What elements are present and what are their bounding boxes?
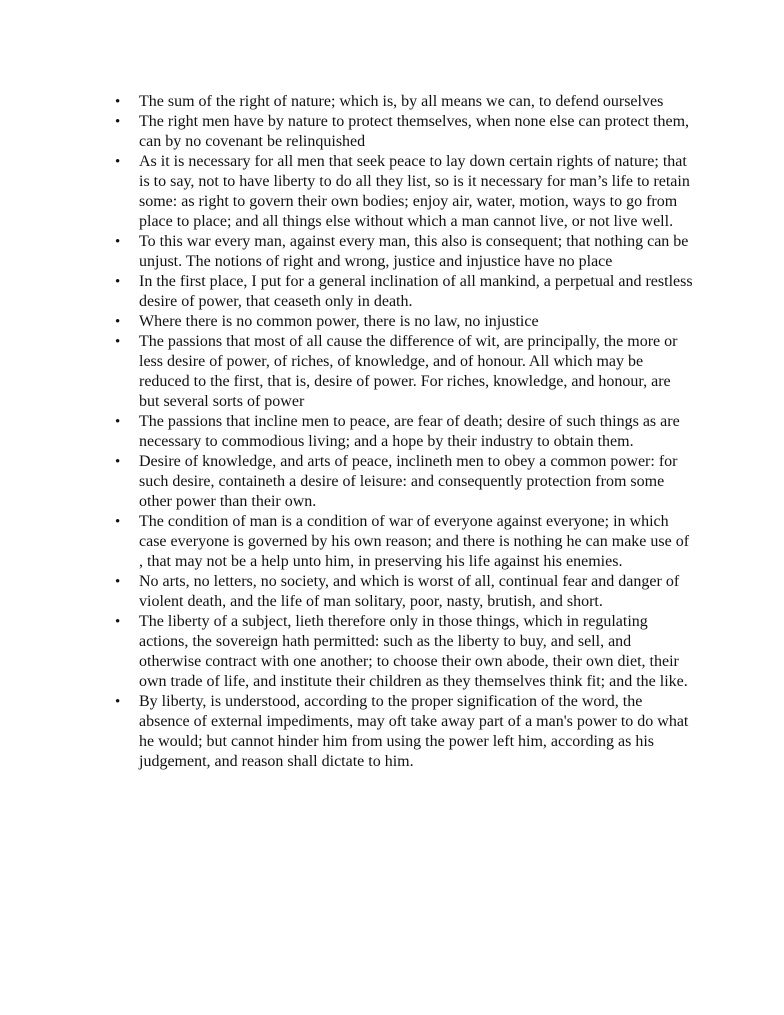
- list-item: [110, 312, 695, 332]
- bullet-icon: •: [115, 274, 121, 290]
- list-item: [110, 112, 695, 152]
- bullet-icon: •: [115, 154, 121, 170]
- list-item-text: In the first place, I put for a general inclination of all mankind, a perpetual and restless desire of power, that ceaseth only in death.: [139, 273, 693, 310]
- list-item-text: The passions that incline men to peace, are fear of death; desire of such things as are necessary to commodious living; and a hope by their industry to obtain them.: [139, 413, 680, 450]
- list-item: [110, 572, 695, 612]
- bullet-icon: •: [115, 614, 121, 630]
- list-item: [110, 692, 695, 772]
- list-item-text: No arts, no letters, no society, and which is worst of all, continual fear and danger of violent death, and the life of man solitary, poor, nasty, brutish, and short.: [139, 573, 680, 610]
- bullet-icon: •: [115, 334, 121, 350]
- bullet-icon: •: [115, 514, 121, 530]
- list-item: [110, 92, 695, 112]
- list-item-text: Desire of knowledge, and arts of peace, inclineth men to obey a common power: for such desire, containeth a desire of leisure: and consequently protection from some other power than their own.: [139, 453, 678, 510]
- list-item-text: The right men have by nature to protect themselves, when none else can protect them, can by no covenant be relinquished: [139, 113, 690, 150]
- list-item-text: By liberty, is understood, according to the proper signification of the word, the absence of external impediments, may oft take away part of a man's power to do what he would; but cannot hinder him from using the power left him, according as his judgement, and reason shall dictate to him.: [139, 693, 689, 770]
- list-item: [110, 272, 695, 312]
- bullet-icon: •: [115, 94, 121, 110]
- list-item: [110, 512, 695, 572]
- bullet-icon: •: [115, 234, 121, 250]
- bullet-icon: •: [115, 574, 121, 590]
- bullet-icon: •: [115, 414, 121, 430]
- list-item: [110, 152, 695, 232]
- list-item: [110, 412, 695, 452]
- quote-list: [110, 92, 695, 772]
- list-item-text: As it is necessary for all men that seek peace to lay down certain rights of nature; that is to say, not to have liberty to do all they list, so is it necessary for man’s life to retain some: as right to govern their own bodies; enjoy air, water, motion, ways to go from place to place; and all things else without which a man cannot live, or not live well.: [139, 153, 690, 230]
- list-item: [110, 612, 695, 692]
- bullet-icon: •: [115, 694, 121, 710]
- list-item-text: The sum of the right of nature; which is, by all means we can, to defend ourselves: [139, 93, 664, 110]
- list-item-text: The passions that most of all cause the difference of wit, are principally, the more or less desire of power, of riches, of knowledge, and of honour. All which may be reduced to the first, that is, desire of power. For riches, knowledge, and honour, are but several sorts of power: [139, 333, 678, 410]
- list-item: [110, 452, 695, 512]
- bullet-icon: •: [115, 314, 121, 330]
- list-item-text: Where there is no common power, there is no law, no injustice: [139, 313, 539, 330]
- list-item-text: The condition of man is a condition of war of everyone against everyone; in which case everyone is governed by his own reason; and there is nothing he can make use of , that may not be a help unto him, in preserving his life against his enemies.: [139, 513, 690, 570]
- bullet-icon: •: [115, 114, 121, 130]
- bullet-icon: •: [115, 454, 121, 470]
- list-item: [110, 332, 695, 412]
- list-item-text: To this war every man, against every man, this also is consequent; that nothing can be unjust. The notions of right and wrong, justice and injustice have no place: [139, 233, 689, 270]
- list-item-text: The liberty of a subject, lieth therefore only in those things, which in regulating actions, the sovereign hath permitted: such as the liberty to buy, and sell, and otherwise contract with one another; to choose their own abode, their own diet, their own trade of life, and institute their children as they themselves think fit; and the like.: [139, 613, 688, 690]
- list-item: [110, 232, 695, 272]
